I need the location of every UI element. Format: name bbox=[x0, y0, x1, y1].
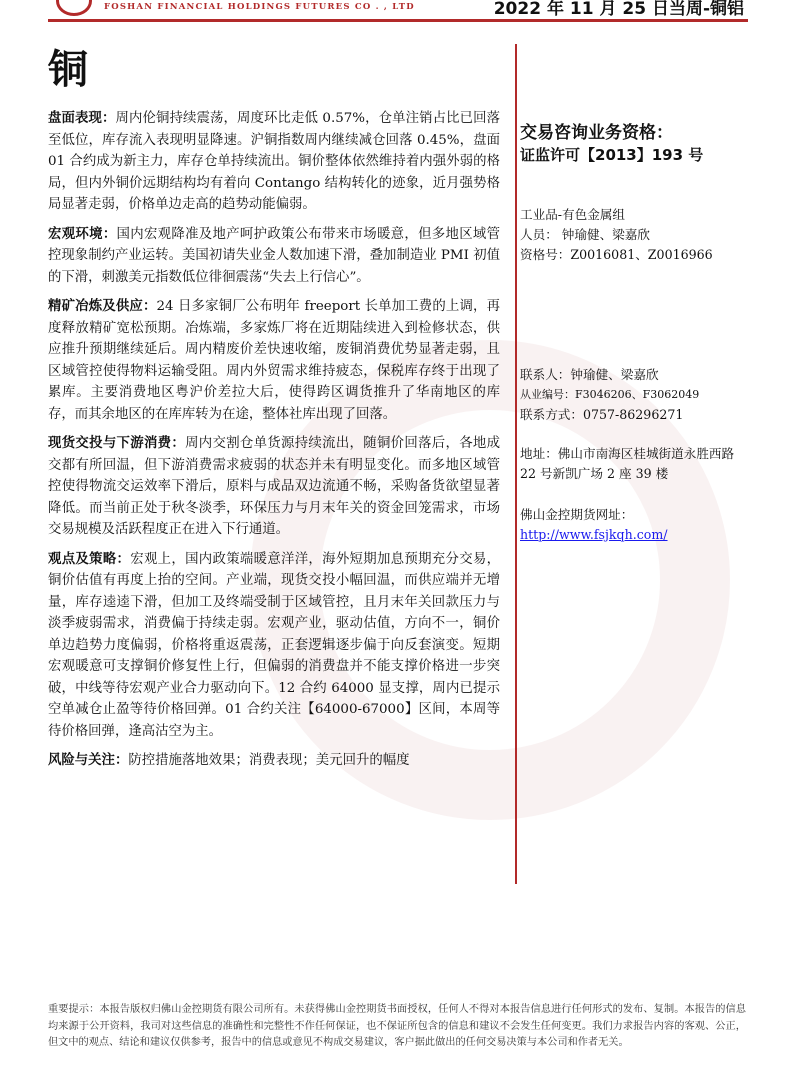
section-label: 风险与关注： bbox=[48, 753, 129, 768]
disclaimer: 重要提示：本报告版权归佛山金控期货有限公司所有。未获得佛山金控期货书面授权，任何人不得对本报告信息进行任何形式的发布、复制。本报告的信息均来源于公开资料，我司对这些信息的准确性和完整性不作任何保证，也不保证所包含的信息和建议不会发生任何变更。我们力求报告内容的客观、公正，但文中的观点、结论和建议仅供参考，报告中的信息或意见不构成交易建议，客户据此做出的任何交易决策与本公司和作者无关。 bbox=[48, 1004, 746, 1049]
report-title: 2022 年 11 月 25 日当周-铜铝 bbox=[493, 0, 744, 19]
section-text: 防控措施落地效果；消费表现；美元回升的幅度 bbox=[128, 753, 410, 768]
analyst-cert-no: 资格号：Z0016081、Z0016966 bbox=[520, 247, 713, 262]
section-spot-consumption bbox=[48, 433, 500, 541]
header-divider bbox=[48, 19, 748, 22]
section-text: 周内交割仓单货源持续流出，随铜价回落后，各地成交都有所回温，但下游消费需求疲弱的状态并未有明显变化。而多地区域管控使得物流交运效率下滑后，原料与成品双边流通不畅，采购备货欲望显著降低。而当前正处于秋冬淡季，环保压力与月末年关的资金回笼需求，市场交易规模及活跃程度正在进入下行通道。 bbox=[48, 436, 501, 537]
main-content bbox=[48, 108, 500, 780]
company-logo-icon bbox=[56, 0, 92, 16]
section-label: 观点及策略： bbox=[48, 551, 131, 567]
section-market-performance bbox=[48, 108, 500, 216]
section-label: 精矿冶炼及供应： bbox=[48, 299, 157, 314]
section-strategy bbox=[48, 549, 500, 743]
section-macro bbox=[48, 224, 500, 289]
section-label: 盘面表现： bbox=[48, 111, 116, 126]
address-info: 地址：佛山市南海区桂城街道永胜西路 22 号新凯广场 2 座 39 楼 bbox=[520, 446, 735, 481]
page-title: 铜 bbox=[48, 47, 88, 93]
section-text: 国内宏观降准及地产呵护政策公布带来市场暖意，但多地区域管控现象制约产业运转。美国初请失业金人数加速下滑，叠加制造业 PMI 初值的下滑，刺激美元指数低位徘徊震荡“失去上行信心”。 bbox=[48, 226, 501, 285]
website-label: 佛山金控期货网址： bbox=[520, 507, 634, 522]
contact-phone: 联系方式：0757-86296271 bbox=[520, 407, 684, 422]
analyst-info bbox=[520, 205, 752, 265]
section-label: 宏观环境： bbox=[48, 226, 117, 242]
page-header bbox=[0, 0, 794, 24]
section-supply bbox=[48, 296, 500, 425]
section-risk bbox=[48, 750, 500, 772]
qualification-title: 交易咨询业务资格： bbox=[520, 123, 673, 143]
practice-number: 从业编号：F3046206、F3062049 bbox=[520, 388, 700, 401]
website-info bbox=[520, 505, 752, 545]
contact-person: 联系人：钟瑜健、梁嘉欣 bbox=[520, 367, 659, 382]
website-link[interactable]: http://www.fsjkqh.com/ bbox=[520, 527, 668, 542]
section-label: 现货交投与下游消费： bbox=[48, 436, 186, 451]
company-name-en: FOSHAN FINANCIAL HOLDINGS FUTURES CO . , LTD bbox=[104, 2, 415, 12]
section-text: 宏观上，国内政策端暖意洋洋，海外短期加息预期充分交易，铜价估值有再度上抬的空间。产业端，现货交投小幅回温，而供应端并无增量，库存逵逵下滑，但加工及终端受制于区域管控，且月末年关回款压力与淡季疲弱需求，消费偏于持续走弱。宏观产业，驱动估值，方向不一，铜价单边趋势力度偏弱，价格将重返震荡，正套逻辑逐步偏于向反套演变。短期宏观暖意可支撑铜价修复性上行，但偏弱的消费盘并不能支撑价格进一步突破，中线等待宏观产业合力驱动向下。12 合约 64000 显支撑，周内已提示空单减仓止盈等待价格回弹。01 合约关注【64000-67000】区间，本周等待价格回弹，逢高沽空为主。 bbox=[48, 551, 501, 739]
analyst-group: 工业品-有色金属组 bbox=[520, 207, 626, 222]
qualification-permit: 证监许可【2013】193 号 bbox=[520, 146, 704, 164]
contact-info bbox=[520, 365, 752, 425]
column-divider bbox=[515, 44, 517, 884]
section-text: 24 日多家铜厂公布明年 freeport 长单加工费的上调，再度释放精矿宽松预期。冶炼端，多家炼厂将在近期陆续进入到检修状态，供应推升预期继续延后。周内精废价差快速收缩，废铜消费优势显著走弱，且区域管控使得物料运输受阻。周内外贸需求维持疲态，保税库存终于出现了累库。主要消费地区粤沪价差拉大后，使得跨区调货推升了华南地区的库存，而其余地区的在库库转为在途，整体社库出现了回落。 bbox=[48, 299, 500, 422]
section-text: 周内伦铜持续震荡，周度环比走低 0.57%，仓单注销占比已回落至低位，库存流入表现明显降速。沪铜指数周内继续减仓回落 0.45%，盘面 01 合约成为新主力，库存仓单持续流出。铜价整体依然维持着内强外弱的格局，但内外铜价远期结构均有着向 Contango 结构转化的迹象，近月强势格局显著走弱，价格单边走高的趋势动能偏弱。 bbox=[48, 111, 500, 212]
analyst-staff: 人员： 钟瑜健、梁嘉欣 bbox=[520, 227, 650, 242]
